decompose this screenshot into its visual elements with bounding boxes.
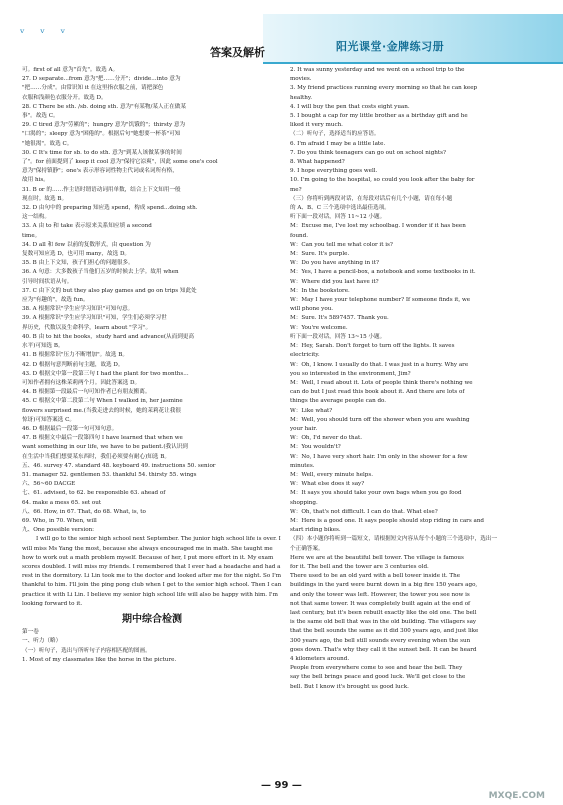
script-line: your hair. [290,425,318,432]
script-line: 个正确答案。 [290,545,324,552]
birds-decoration-icon: ᵥ ᵥ ᵥ [20,22,72,36]
exam-line: 第一卷 [22,629,39,636]
script-line: W：Can you tell me what color it is? [290,241,393,248]
script-line: W：Oh, I know. I usually do that. I was just in a hurry. Why are [290,361,469,368]
answer-line: 界历史，代数以及生命科学，learn about "学习"。 [22,324,152,331]
script-line: for it. The bell and the tower are 3 centuries old. [290,563,429,570]
script-line: M：You wouldn't? [290,444,341,451]
script-line: 7. Do you think teenagers can go out on school nights? [290,149,447,156]
answer-line: 30. C It's time for sb. to do sth. 意为"到某人该做某事的时间 [22,149,182,156]
script-line: （二）听句子，选择适当的应答语。 [290,131,380,138]
script-line: M：Yes, I have a pencil-box, a notebook and some textbooks in it. [290,269,476,276]
script-line: W：Where did you last have it? [290,278,379,285]
script-line: 6. I'm afraid I may be a little late. [290,140,386,147]
answer-line: 32. D 由句中的 preparing 知应选 spend，构成 spend...doing sth. [22,205,198,212]
script-line: M：In the bookstore. [290,287,350,294]
answer-line: 43. D 根据文中第一段第三句 I had the plant for two months... [22,370,189,377]
header-title: 答案及解析 [210,46,265,59]
script-line: 8. What happened? [290,159,345,166]
script-line: liked it very much. [290,122,343,129]
exam-title: 期中综合检测 [122,613,182,625]
script-line: last century, but it's been rebuilt exactly like the old one. The bell [290,609,477,616]
answer-line: 引导时间状语从句。 [22,278,73,285]
answer-line: 七、61. advised, to 62. be responsible 63. ahead of [22,490,166,497]
answer-line: 41. B 根据常识"压力不断增加"。故选 B。 [22,352,128,359]
script-line: start riding bikes. [290,527,341,534]
script-line: shopping. [290,499,318,506]
script-line: can do but I just read this book about it. And there are lots of [290,389,465,396]
answer-line: 29. C tired 意为"劳累的"；hungry 意为"饥饿的"；thirsty 意为 [22,122,186,129]
script-line: M：Well, every minute helps. [290,471,374,478]
script-line: me? [290,186,302,193]
answer-line: 28. C There be sth. /sb. doing sth. 意为"有某物/某人正在做某 [22,103,186,110]
script-line: Here we are at the beautiful bell tower. The village is famous [290,554,464,561]
script-line: W：May I have your telephone number? If someone finds it, we [290,297,471,304]
answer-line: 八、66. How, in 67. That, do 68. What, is, to [22,508,146,515]
answer-line: 44. B 根据第一段最后一句可知作者已有朋友搬离。 [22,389,151,396]
script-line: found. [290,232,309,239]
answer-line: time。 [22,232,41,239]
script-line: W：Oh, I'd never do that. [290,435,362,442]
script-line: not that same tower. It was completely built again at the end of [290,600,471,607]
answer-line: 46. D 根据最后一段第一句可知句意。 [22,425,118,432]
script-line: that the bell sounds the same as it did 300 years ago, and just like [290,628,479,635]
script-line: M：It says you should take your own bags when you go food [290,490,462,497]
page-number: — 99 — [261,780,302,791]
script-line: W：No, I have very short hair. I'm only in the shower for a few [290,453,468,460]
script-line: W：You're welcome. [290,324,348,331]
essay-paragraph: I will go to the senior high school next September. The junior high school life is over. I will miss Ms Yang the most, because she always encouraged me in math. She taught me how to work out a math problem myself. Because of her, I put more effort in it. My exam scores doubled. I will miss my friends. I remembered that I ever had a headache and had a rest in the dormitory. Li Lin took me to the doctor and looked after me for the night. So I'm thankful to him. I'll join the ping pong club when I get to the senior high school. Then I can practice it with Li Lin. I believe my senior high school life will also be happy with him. I'm looking forward to it. [22,536,282,607]
script-line: 4. I will buy the pen that costs eight yuan. [290,103,410,110]
header-brand: 阳光课堂·金牌练习册 [336,40,445,53]
listening-script [290,66,542,692]
exam-lines [22,628,282,665]
answer-line: 故用 his。 [22,177,49,184]
answer-lines [22,66,282,535]
script-line: healthy. [290,94,313,101]
script-line: W：Oh, that's not difficult. I can do that. What else? [290,508,438,515]
exam-line: （一）听句子，选出与所听句子内容相匹配的图画。 [22,647,151,654]
script-line: 4 kilometers around. [290,656,350,662]
script-line: 5. I bought a cap for my little brother as a birthday gift and he [290,113,468,120]
answer-line: 在生活中当我们想要某东西时，我们必须要有耐心)知选 B。 [22,453,170,460]
exam-line: 一、听力（略） [22,638,62,645]
answer-line: 应为"有趣的"，故选 fun。 [22,297,89,304]
script-line: （四）本小题你将听到一篇短文，请根据短文内容从每个小题的三个选项中，选出一 [290,536,497,543]
answer-line: 可知作者拥有这株茉莉两个月。因此答案选 D。 [22,379,141,386]
answer-line: 37. C 由下文的 but they also play games and go on trips 知此处 [22,287,197,294]
script-line: minutes. [290,462,315,469]
script-line: goes down. That's why they call it the sunset bell. It can be heard [290,646,477,653]
script-line: things the average people can do. [290,398,387,405]
answer-line: 42. D 根据句意判断前句主题，故选 D。 [22,361,124,368]
script-line: M：Well, you should turn off the shower when you are washing [290,416,470,423]
script-line: M：Sure. It's purple. [290,251,350,258]
exam-line: 1. Most of my classmates like the horse in the picture. [22,656,177,663]
answer-line: 六、56~60 DACGE [22,481,76,488]
script-line: W：Like what? [290,407,333,414]
script-line: 9. I hope everything goes well. [290,168,378,175]
answer-line: 47. B 根据文中最后一段第四句 I have learned that when we [22,435,183,442]
answer-line: 39. A 根据常识"学生应学习知识"可知，学生们必须学习世 [22,315,167,322]
answer-line: 意为"保持镇静"；one's 表示形容词性物主代词或名词所有格， [22,168,178,175]
script-line: M：Here is a good one. It says people should stop riding in cars and [290,517,485,524]
script-line: （三）你将听到两段对话，在每段对话后有几个小题，请在每小题 [290,195,453,202]
script-line: M：Hey, Sarah. Don't forget to turn off the lights. It saves [290,343,455,350]
script-line: and only the tower was left. However, the tower you see now is [290,591,470,598]
answer-line: 45. C 根据文中第二段第二句 When I walked in, her jasmine [22,398,183,405]
script-line: 2. It was sunny yesterday and we went on a school trip to the [290,67,465,73]
answer-line: 可。first of all 意为"首先"。故选 A。 [22,67,119,73]
answer-line: 69. Who, in 70. When, will [22,517,97,524]
script-line: 10. I'm going to the hospital, so could you look after the baby for [290,177,475,184]
right-column [290,66,542,692]
script-line: say the bell brings peace and good luck. We'll get close to the [290,674,466,681]
script-line: W：Do you have anything in it? [290,260,379,267]
page-header [0,0,563,60]
script-line: you so interested in the environment, Jim? [290,370,411,377]
watermark-text: MXQE.COM [488,791,545,801]
answer-line: want something in our life, we have to be patient.(我认识到 [22,444,188,451]
answer-line: 复数可知应选 D，也可用 many，故选 D。 [22,251,131,258]
script-line: movies. [290,76,312,83]
answer-line: 31. B or 的……作主语时谓语动词用单数，结合上下文知用一般 [22,186,181,193]
answer-line: 38. A 根据常识"学生应学习知识"可知句意。 [22,306,134,313]
answer-line: 了"。for 前面提到了 keep it cool 意为"保持它凉爽"，因此 some one's cool [22,159,218,166]
script-line: 听下面一段对话，回答 11~12 小题。 [290,214,386,221]
answer-line: "口渴的"；sleepy 意为"困倦的"。根据后句"她想要一杯茶"可知 [22,131,181,138]
script-line: 3. My friend practices running every morning so that he can keep [290,85,478,92]
script-line: M：Excuse me, I've lost my schoolbag. I wonder if it has been [290,223,466,230]
answer-line: "她很渴"。故选 C。 [22,140,73,147]
answer-line: 36. A 句意：大多数孩子当他们五岁的时候去上学。故用 when [22,269,179,276]
script-line: will phone you. [290,306,334,313]
left-column [22,66,282,665]
watermark-logo [485,765,545,801]
answer-line: flowers surprised me.(当我走进去的时候，她的茉莉花让我很 [22,407,181,414]
script-line: 听下面一段对话，回答 13~15 小题。 [290,333,386,340]
answer-line: 33. A 由 to 和 take 表示原来关系知应填 a second [22,223,152,230]
answer-line: "把……分成"。由常识知 it 在这里指衣服之前，请把深色 [22,85,164,92]
script-line: M：Sure. It's 5897457. Thank you. [290,315,389,322]
answer-line: 衣服和浅颜色衣服分开。故选 D。 [22,94,107,101]
script-line: buildings in the yard were burnt down in a big fire 150 years ago, [290,582,478,589]
script-line: bell. But I know it's brought us good luck. [290,683,409,690]
answer-line: 34. D all 和 few 以前的复数形式，由 question 为 [22,241,151,248]
script-line: M：Well, I read about it. Lots of people think there's nothing we [290,379,473,386]
script-line: W：What else does it say? [290,481,365,488]
answer-line: 64. make a mess 65. set out [22,499,102,506]
answer-line: 五、46. survey 47. standard 48. keyboard 49. instructions 50. senior [22,462,216,469]
answer-line: 35. B 由上下文知，孩子们担心的问题很多。 [22,260,134,267]
answer-line: 惊讶)可知答案选 C。 [22,416,75,423]
script-line: People from everywhere come to see and hear the bell. They [290,665,463,672]
answer-line: 现在时。故选 B。 [22,195,68,202]
script-line: 的 A、B、C 三个选项中选出最佳选项。 [290,205,390,212]
answer-line: 51. manager 52. gentlemen 53. thankful 54. thirsty 55. wings [22,471,197,478]
answer-line: 九、One possible version: [22,527,95,534]
script-line: electricity. [290,352,320,359]
answer-line: 27. D separate...from 意为"把……分开"；divide...into 意为 [22,76,181,83]
script-line: is the same old bell that was in the old building. The villagers say [290,619,477,626]
answer-line: 事"。故选 C。 [22,113,59,120]
script-line: 300 years ago, the bell still sounds every evening when the sun [290,637,471,644]
answer-line: 水平)可知选 B。 [22,343,64,350]
script-line: There used to be an old yard with a bell tower inside it. The [290,573,461,580]
answer-line: 40. B 由 to hit the books，study hard and advance(从而到更高 [22,333,194,340]
answer-line: 这一结构。 [22,214,50,221]
